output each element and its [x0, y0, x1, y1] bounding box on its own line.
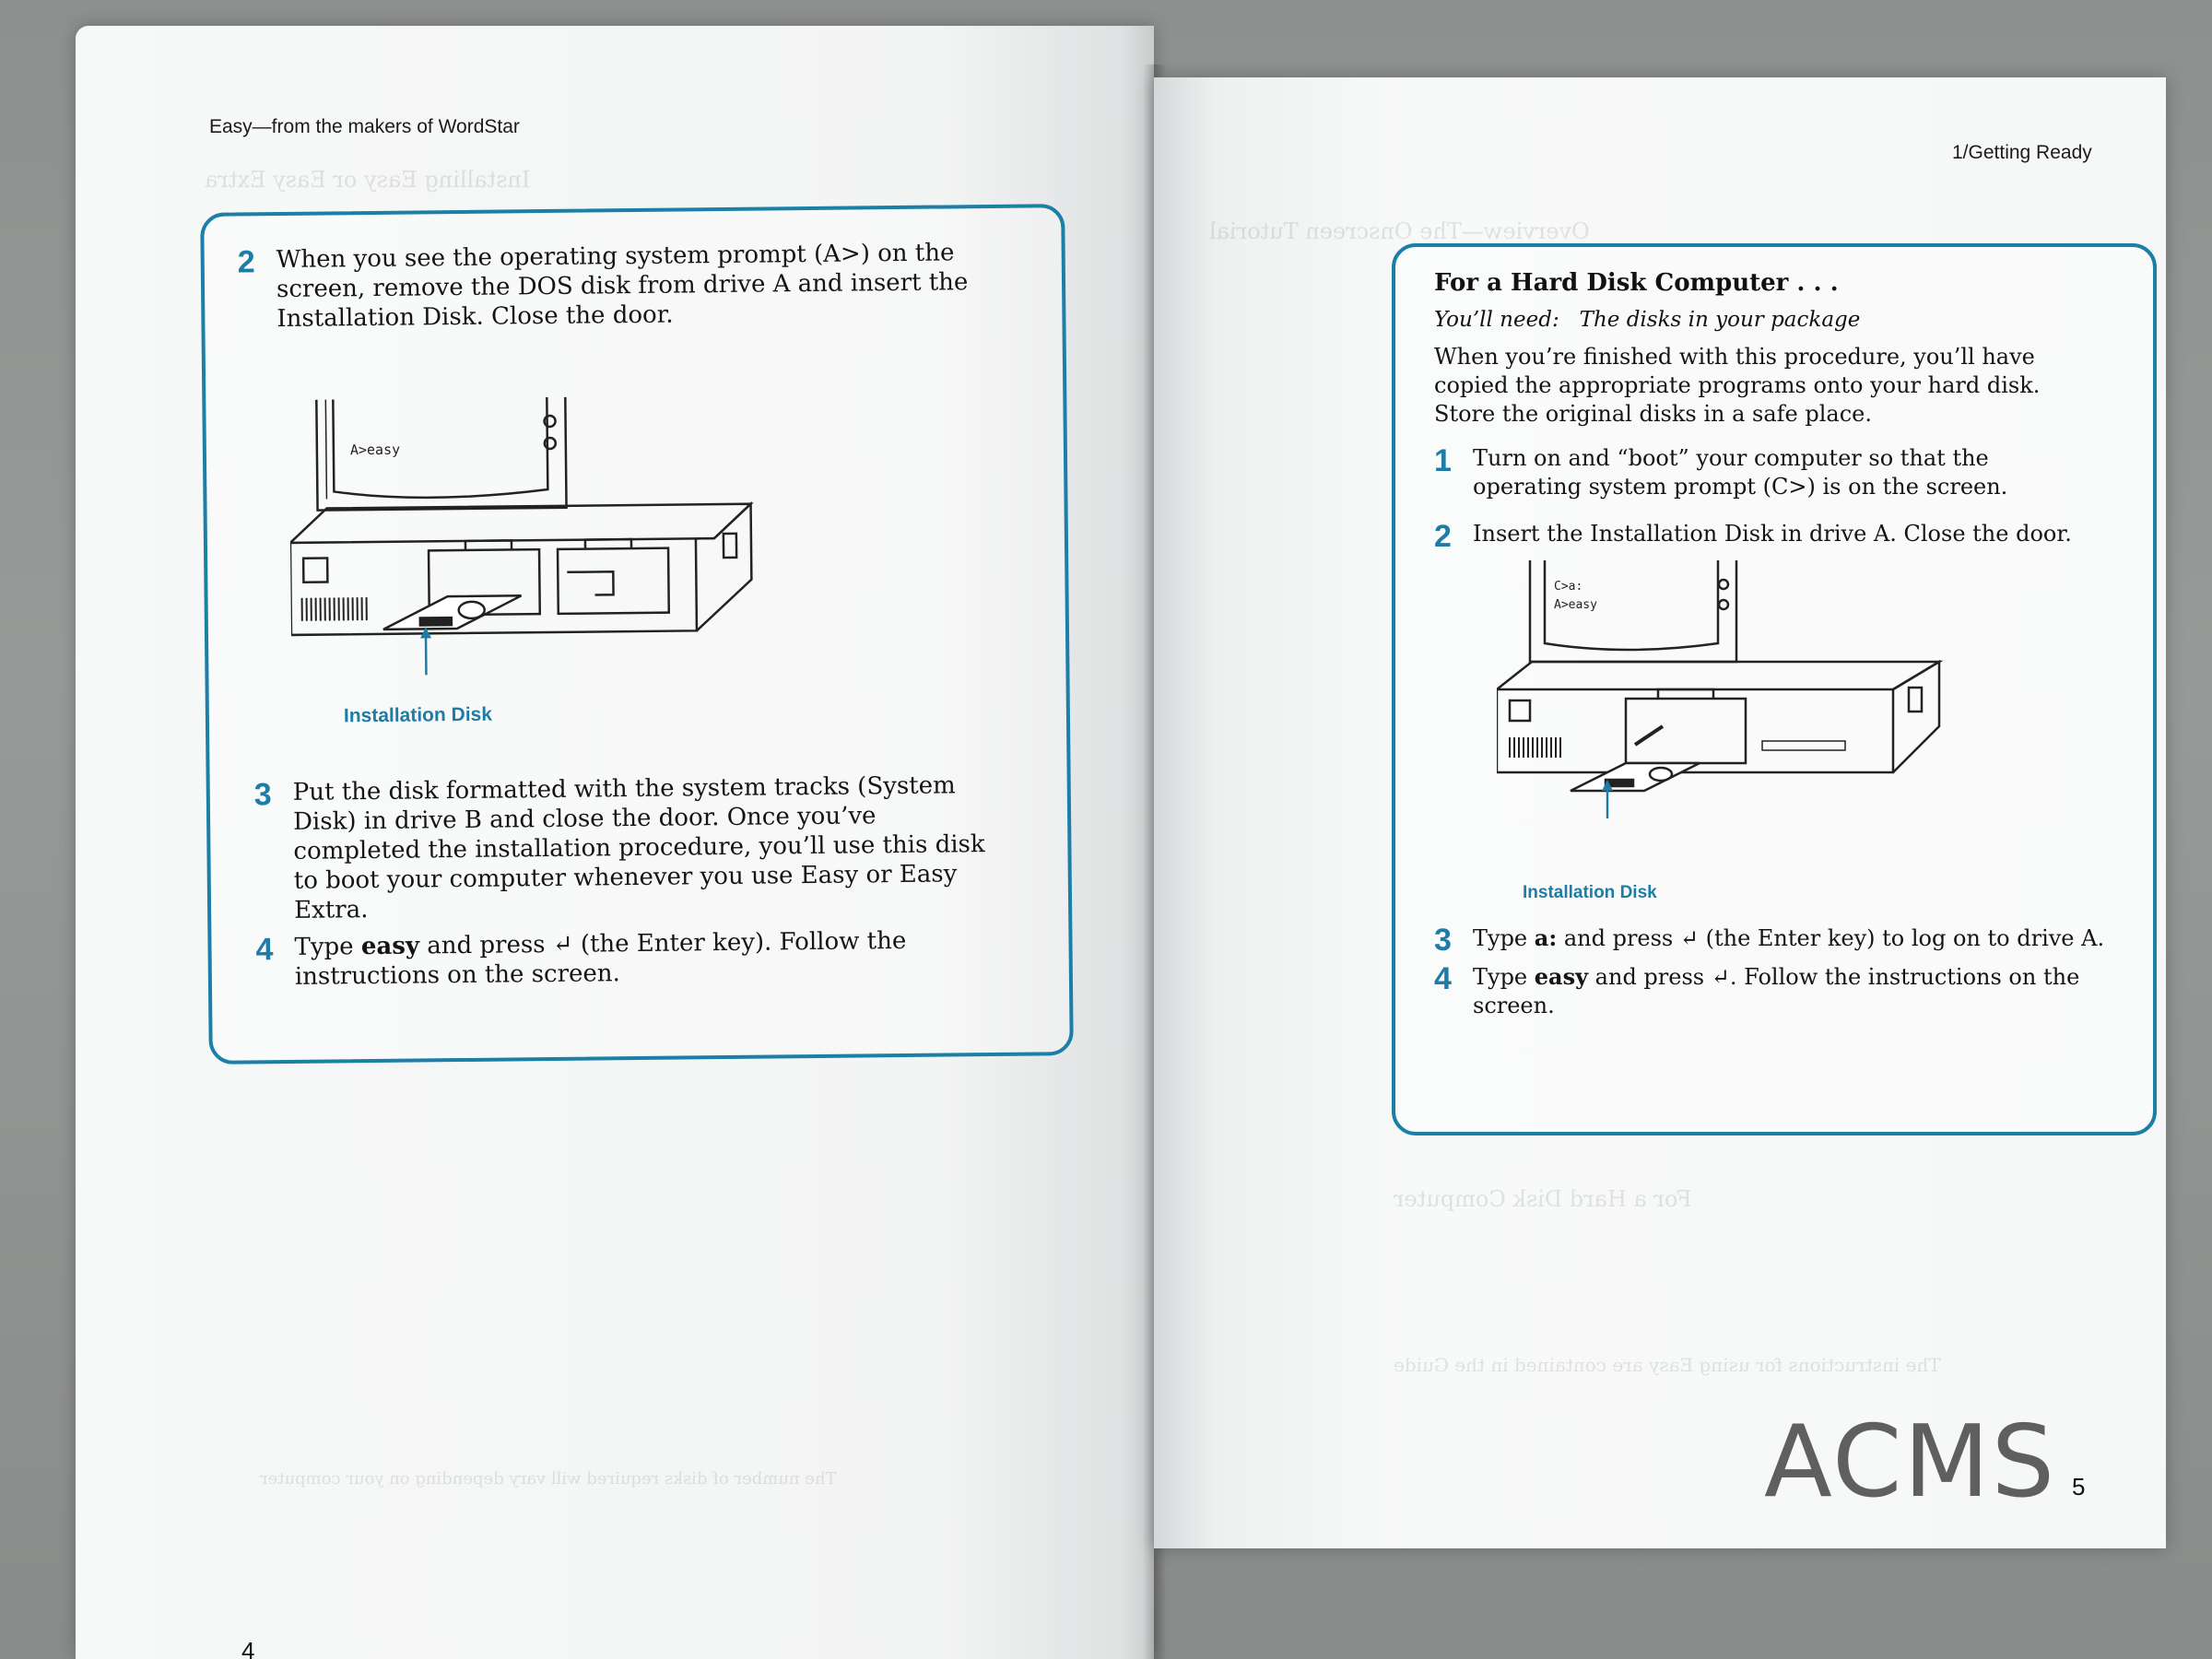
watermark: ACMS — [1764, 1405, 2057, 1520]
left-page — [76, 26, 1154, 1659]
step-number: 4 — [255, 932, 274, 968]
right-step-3 — [1434, 924, 2116, 957]
step-text-part: Type — [294, 933, 362, 961]
bleed-through-text: The number of disks required will vary depending on your computer — [260, 1469, 837, 1488]
bleed-through-text: The instructions for using Easy are contained in the Guide — [1394, 1354, 1941, 1376]
step-text-part: and press ↵ (the Enter key) to log on to drive A. — [1557, 925, 2105, 951]
step-number: 2 — [237, 244, 255, 280]
step-command: easy — [360, 932, 420, 961]
hard-disk-intro: When you’re finished with this procedure, you’ll have copied the appropriate programs onto your hard disk. Store the original disks in a safe place. — [1434, 344, 2041, 427]
bleed-through-text: Overview—The Onscreen Tutorial — [1209, 218, 1590, 244]
left-step-3 — [254, 771, 994, 925]
left-instruction-box — [200, 204, 1074, 1065]
right-page — [1154, 77, 2166, 1548]
right-instruction-box — [1392, 243, 2157, 1135]
step-text — [1473, 924, 2104, 957]
left-installation-disk-caption: Installation Disk — [343, 703, 493, 727]
right-step-4 — [1434, 962, 2098, 1020]
screen-line-1: C>a: — [1554, 580, 1583, 594]
computer-illustration-hard-disk — [1497, 560, 2013, 818]
right-installation-disk-caption: Installation Disk — [1523, 883, 1657, 902]
step-number: 1 — [1434, 443, 1452, 478]
step-number: 3 — [253, 777, 272, 813]
needs-value: The disks in your package — [1579, 308, 1861, 332]
step-text-part: and press ↵. Follow the instructions on the screen. — [1473, 964, 2080, 1018]
needs-label: You’ll need: — [1434, 308, 1559, 332]
step-text: Put the disk formatted with the system tracks (System Disk) in drive B and close the door. Once you’ve completed the installation procedure, you’ll use this disk to boot your computer whenever you use Easy or Easy Extra. — [292, 771, 985, 924]
step-number: 3 — [1434, 923, 1452, 958]
bleed-through-text: For a Hard Disk Computer — [1394, 1186, 1692, 1212]
step-number: 4 — [1434, 961, 1452, 996]
computer-illustration — [288, 394, 807, 677]
step-command: a: — [1534, 924, 1558, 951]
step-command: easy — [1534, 963, 1589, 990]
bleed-through-text: Installing Easy or Easy Extra — [205, 167, 531, 193]
left-step-2 — [238, 238, 1022, 335]
step-text-part: Type — [1473, 925, 1535, 951]
screen-line-2: A>easy — [1554, 598, 1597, 612]
right-running-head: 1/Getting Ready — [1952, 142, 2092, 163]
hard-disk-title: For a Hard Disk Computer . . . — [1434, 269, 1839, 297]
step-text: When you see the operating system prompt (A>) on the screen, remove the DOS disk from drive A and insert the Installation Disk. Close the door. — [276, 239, 969, 334]
right-step-1 — [1434, 444, 2098, 501]
left-page-number: 4 — [241, 1637, 255, 1659]
needs-line — [1434, 308, 1860, 332]
step-text-part: Type — [1473, 964, 1535, 990]
step-text-part: and press ↵ (the Enter key). Follow the instructions on the screen. — [294, 926, 907, 991]
right-step-2 — [1434, 520, 2098, 553]
right-page-number: 5 — [2072, 1473, 2086, 1500]
step-text: Insert the Installation Disk in drive A. Close the door. — [1473, 521, 2072, 547]
step-number: 2 — [1434, 519, 1452, 554]
step-text — [294, 925, 994, 992]
step-text: Turn on and “boot” your computer so that the operating system prompt (C>) is on the screen. — [1473, 445, 2008, 500]
step-text — [1473, 962, 2098, 1020]
left-step-4 — [255, 925, 994, 992]
screen-prompt: A>easy — [349, 441, 401, 459]
left-running-head: Easy—from the makers of WordStar — [209, 116, 520, 137]
